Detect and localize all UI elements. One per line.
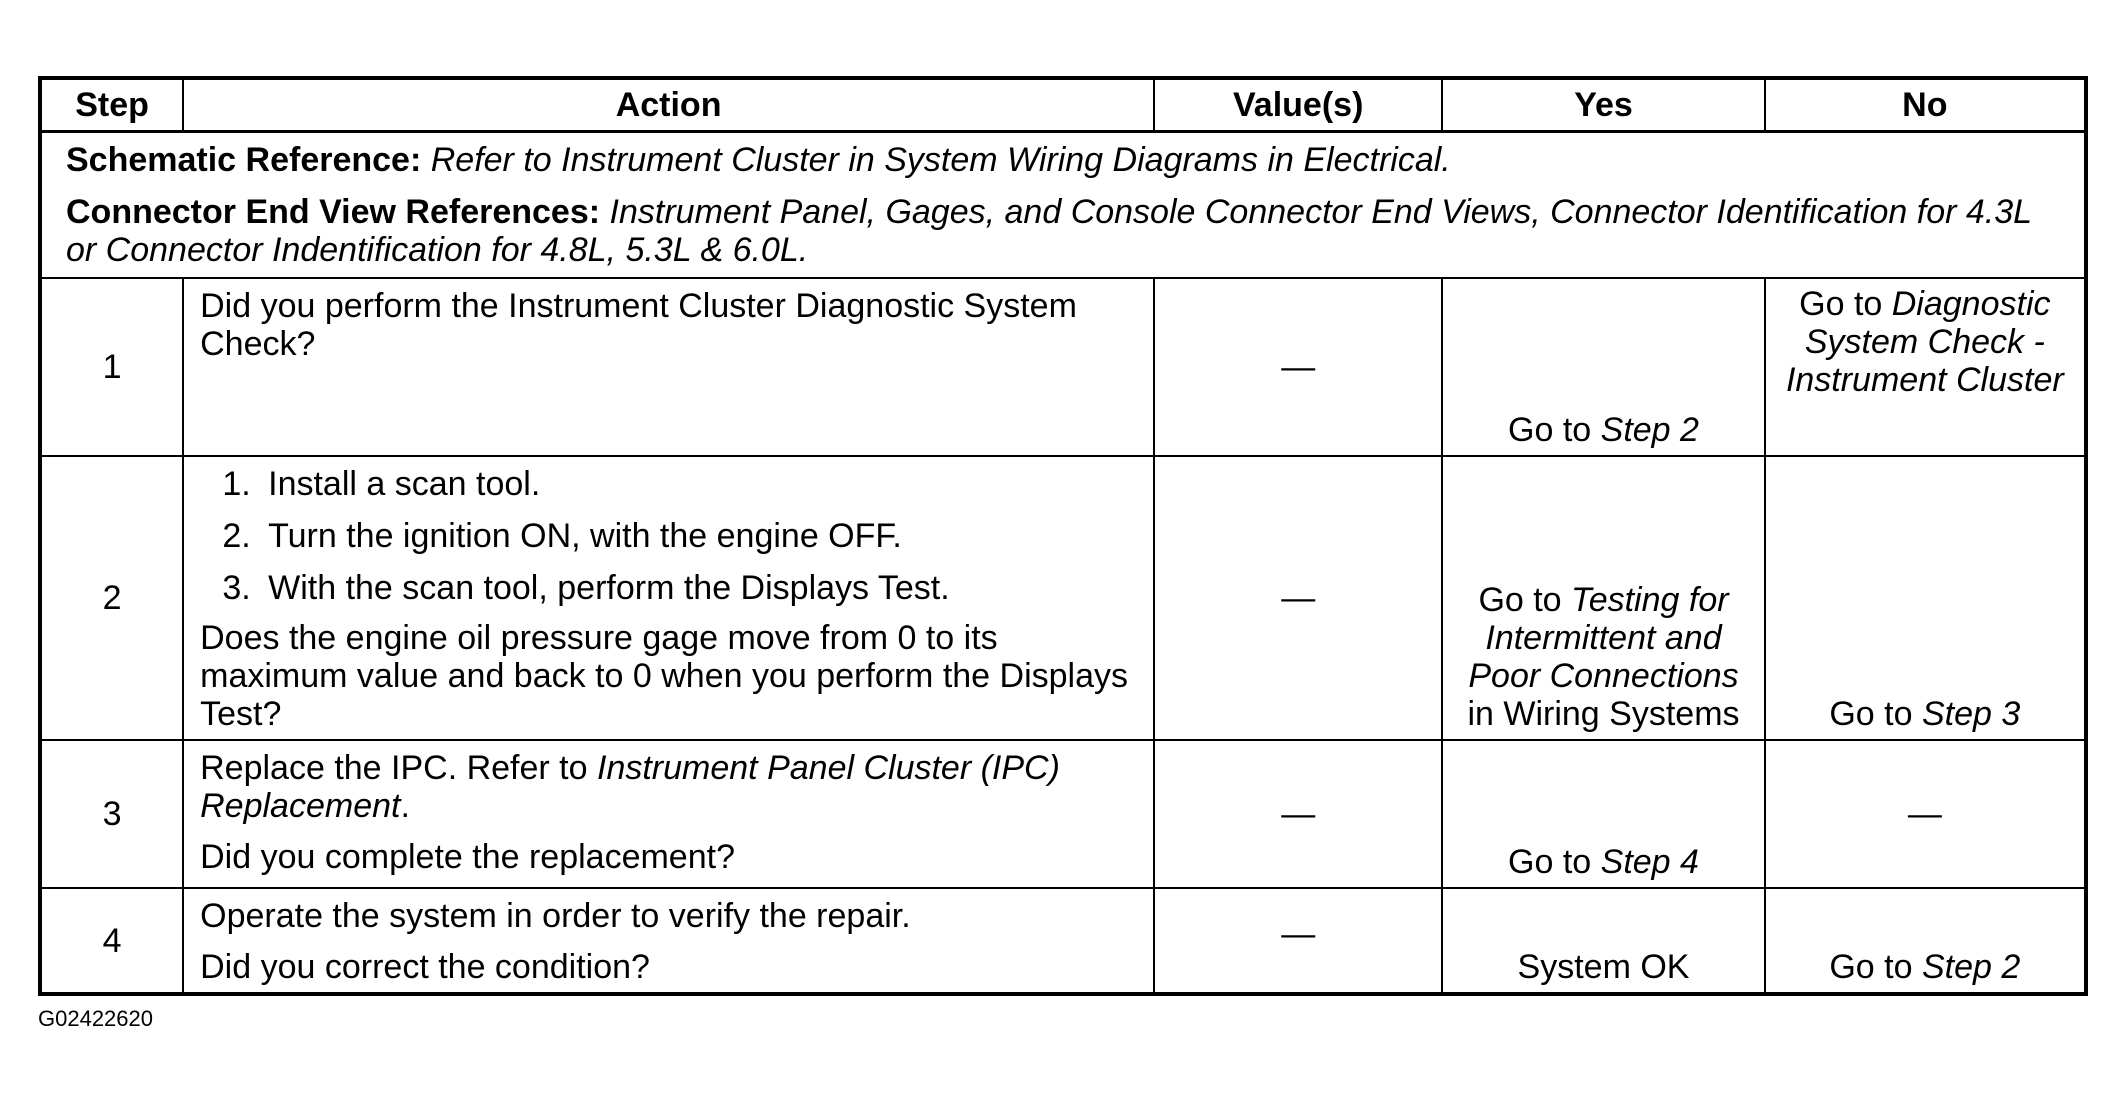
no-cell: — bbox=[1765, 740, 2086, 888]
header-no: No bbox=[1765, 78, 2086, 132]
action-cell bbox=[183, 888, 1154, 994]
schematic-reference bbox=[66, 141, 2068, 179]
yes-cell: System OK bbox=[1442, 888, 1764, 994]
no-cell bbox=[1765, 456, 2086, 740]
yes-suffix: in Wiring Systems bbox=[1467, 695, 1740, 733]
no-link[interactable]: Step 2 bbox=[1921, 948, 2021, 986]
table-row bbox=[40, 740, 2086, 888]
value-cell: — bbox=[1154, 740, 1442, 888]
yes-cell bbox=[1442, 740, 1764, 888]
header-row bbox=[40, 78, 2086, 132]
step-number: 1 bbox=[40, 278, 183, 456]
yes-cell bbox=[1442, 278, 1764, 456]
value-cell: — bbox=[1154, 456, 1442, 740]
action-question: Does the engine oil pressure gage move from 0 to its maximum value and back to 0 when you perform the Displays Test? bbox=[200, 619, 1129, 733]
connector-reference bbox=[66, 193, 2068, 269]
list-item: 3. With the scan tool, perform the Displays Test. bbox=[260, 569, 1139, 607]
action-cell bbox=[183, 456, 1154, 740]
header-values: Value(s) bbox=[1154, 78, 1442, 132]
no-link[interactable]: Step 3 bbox=[1921, 695, 2021, 733]
schematic-reference-text: Refer to Instrument Cluster in System Wiring Diagrams in Electrical. bbox=[430, 141, 1451, 179]
connector-reference-label: Connector End View References: bbox=[66, 193, 601, 231]
action-question: Did you correct the condition? bbox=[200, 948, 650, 986]
table-row bbox=[40, 888, 2086, 994]
yes-cell bbox=[1442, 456, 1764, 740]
action-text bbox=[200, 749, 1139, 825]
yes-link[interactable]: Step 4 bbox=[1600, 843, 1699, 881]
no-cell bbox=[1765, 888, 2086, 994]
references-row bbox=[40, 132, 2086, 279]
no-cell bbox=[1765, 278, 2086, 456]
yes-link[interactable]: Testing for Intermittent and Poor Connections bbox=[1468, 581, 1739, 695]
no-prefix: Go to bbox=[1829, 695, 1922, 733]
connector-reference-text: Instrument Panel, Gages, and Console Connector End Views, Connector Identification for 4.3L or Connector Indentification for 4.8L, 5.3L & 6.0L. bbox=[66, 193, 2032, 269]
action-link[interactable]: Instrument Panel Cluster (IPC) Replacement bbox=[200, 749, 1060, 825]
value-cell: — bbox=[1154, 888, 1442, 994]
header-step: Step bbox=[40, 78, 183, 132]
table-row bbox=[40, 456, 2086, 740]
list-item: 1. Install a scan tool. bbox=[260, 465, 1139, 503]
step-number: 3 bbox=[40, 740, 183, 888]
references-cell bbox=[40, 132, 2086, 279]
header-action: Action bbox=[183, 78, 1154, 132]
value-cell: — bbox=[1154, 278, 1442, 456]
diagnostic-table bbox=[38, 76, 2088, 996]
step-number: 2 bbox=[40, 456, 183, 740]
list-item: 2. Turn the ignition ON, with the engine OFF. bbox=[260, 517, 1139, 555]
action-suffix: . bbox=[400, 787, 410, 825]
figure-id: G02422620 bbox=[38, 1006, 153, 1031]
action-cell bbox=[183, 740, 1154, 888]
action-cell bbox=[183, 278, 1154, 456]
action-steps-list bbox=[200, 465, 1139, 607]
step-number: 4 bbox=[40, 888, 183, 994]
yes-prefix: Go to bbox=[1508, 411, 1601, 449]
action-question: Did you complete the replacement? bbox=[200, 838, 735, 876]
yes-prefix: Go to bbox=[1478, 581, 1572, 619]
header-yes: Yes bbox=[1442, 78, 1764, 132]
action-prefix: Replace the IPC. Refer to bbox=[200, 749, 597, 787]
yes-link[interactable]: Step 2 bbox=[1600, 411, 1699, 449]
table-row bbox=[40, 278, 2086, 456]
yes-prefix: Go to bbox=[1508, 843, 1601, 881]
no-prefix: Go to bbox=[1829, 948, 1922, 986]
schematic-reference-label: Schematic Reference: bbox=[66, 141, 422, 179]
action-text: Operate the system in order to verify the repair. bbox=[200, 897, 911, 935]
no-link[interactable]: Diagnostic System Check - Instrument Cluster bbox=[1785, 285, 2064, 399]
no-prefix: Go to bbox=[1799, 285, 1892, 323]
action-text: Did you perform the Instrument Cluster Diagnostic System Check? bbox=[200, 287, 1077, 363]
